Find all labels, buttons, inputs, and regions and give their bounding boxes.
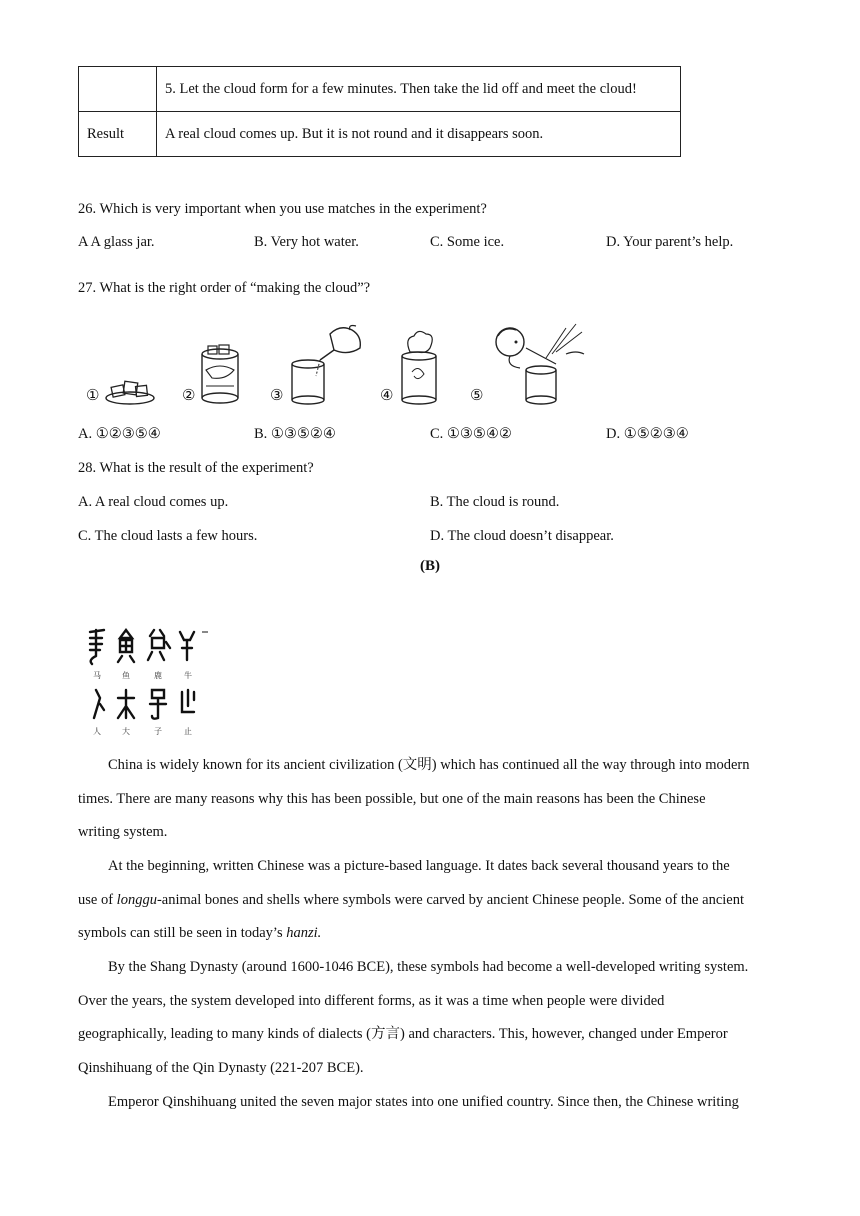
text-run: use of [78,891,117,908]
oracle-label-horse: 马 [93,671,101,680]
oracle-label-deer: 鹿 [154,671,162,680]
q28-option-a: A. A real cloud comes up. [78,494,229,510]
table-cell-result-text: A real cloud comes up. But it is not round and it disappears soon. [157,112,681,157]
text-line: Emperor Qinshihuang united the seven major states into one unified country. Since then, the Chinese writing [108,1094,739,1110]
q26-option-d: D. Your parent’s help. [606,234,734,250]
oracle-label-fish: 鱼 [122,671,130,680]
jar-with-ice-illustration [198,344,242,406]
passage-paragraph-4 [78,1086,784,1120]
text-line: geographically, leading to many kinds of dialects (方言) and characters. This, however, changed under Emperor [78,1026,728,1043]
q26-option-c: C. Some ice. [430,234,505,250]
q26-option-a: A A glass jar. [78,234,155,250]
q28-option-d: D. The cloud doesn’t disappear. [430,528,614,544]
experiment-table [78,66,681,157]
text-line: China is widely known for its ancient civilization (文明) which has continued all the way through into modern [108,757,750,773]
text-line: times. There are many reasons why this has been possible, but one of the main reasons has been the Chinese [78,790,706,807]
q27-option-a: A. ①②③⑤④ [78,426,161,442]
text-line: Qinshihuang of the Qin Dynasty (221-207 BCE). [78,1059,364,1076]
question-27: 27. What is the right order of “making the cloud”? [78,280,371,296]
text-line [78,884,784,918]
oracle-label-person: 人 [93,727,101,736]
text-line: writing system. [78,824,168,841]
q27-option-d: D. ①⑤②③④ [606,426,689,442]
table-row [79,67,681,112]
oracle-bone-characters-image [84,626,216,740]
child-with-match-illustration [486,318,590,406]
q27-option-c: C. ①③⑤④② [430,426,512,442]
italic-term-longgu: longgu [116,891,157,908]
pouring-hot-water-illustration [286,322,370,406]
oracle-label-child: 子 [154,727,162,736]
italic-term-hanzi: hanzi. [286,925,322,942]
text-line: Over the years, the system developed into different forms, as it was a time when people were divided [78,992,665,1009]
q28-option-c: C. The cloud lasts a few hours. [78,528,258,544]
text-run: -animal bones and shells where symbols were carved by ancient Chinese people. Some of the ancient [156,891,745,908]
q26-option-b: B. Very hot water. [254,234,359,250]
oracle-label-stop: 止 [184,727,192,736]
q28-option-b: B. The cloud is round. [430,494,560,510]
pic-label-2: ② [182,388,196,404]
pic-label-5: ⑤ [470,388,484,404]
oracle-label-ox: 牛 [184,671,192,680]
table-row [79,112,681,157]
pic-label-4: ④ [380,388,394,404]
pic-label-1: ① [86,388,100,404]
table-cell-result-label: Result [79,112,157,157]
table-cell-step: 5. Let the cloud form for a few minutes. Then take the lid off and meet the cloud! [157,67,681,112]
passage-paragraph-3 [78,951,784,1085]
q27-option-b: B. ①③⑤②④ [254,426,336,442]
oracle-label-big: 大 [122,727,130,736]
question-28: 28. What is the result of the experiment? [78,460,314,476]
text-line [78,917,784,951]
text-line: By the Shang Dynasty (around 1600-1046 BCE), these symbols had become a well-developed writing system. [108,959,749,975]
ice-plate-illustration [104,376,156,406]
question-26: 26. Which is very important when you use matches in the experiment? [78,201,487,217]
pic-label-3: ③ [270,388,284,404]
jar-with-cloud-illustration [398,328,440,408]
section-heading: (B) [420,558,440,574]
table-cell-empty [79,67,157,112]
text-line: At the beginning, written Chinese was a picture-based language. It dates back several thousand years to the [108,858,730,874]
text-run: symbols can still be seen in today’s [78,925,287,942]
passage-paragraph-1 [78,749,784,850]
passage-paragraph-2 [78,850,784,951]
